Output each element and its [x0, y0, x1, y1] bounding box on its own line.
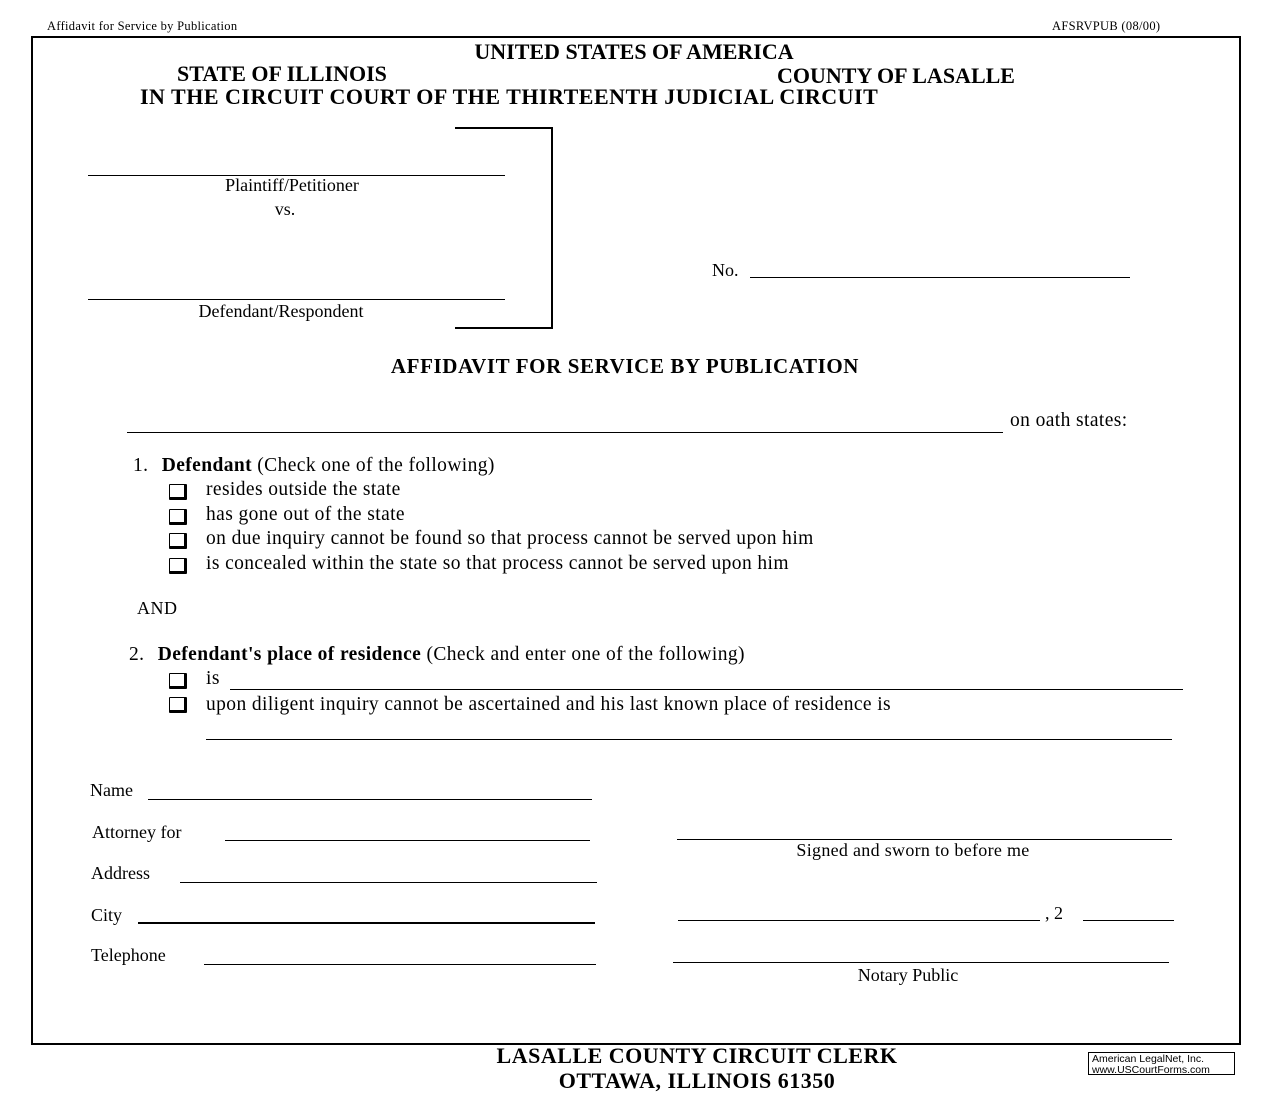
- form-code: AFSRVPUB (08/00): [1052, 19, 1161, 33]
- name-field[interactable]: [148, 799, 592, 800]
- state-heading: STATE OF ILLINOIS: [177, 61, 387, 86]
- option-label: has gone out of the state: [206, 504, 405, 525]
- checkbox-residence-is[interactable]: [169, 673, 187, 689]
- section1-instruction: (Check one of the following): [257, 455, 495, 476]
- address-field[interactable]: [180, 882, 597, 883]
- checkbox-resides-outside[interactable]: [169, 484, 187, 500]
- bracket-top: [455, 127, 552, 129]
- form-title-small: Affidavit for Service by Publication: [47, 19, 238, 33]
- option-label: is concealed within the state so that process cannot be served upon him: [206, 553, 789, 574]
- date-field[interactable]: [678, 920, 1040, 921]
- checkbox-gone-out[interactable]: [169, 509, 187, 525]
- publisher-logo: [1088, 1052, 1235, 1075]
- residence-field[interactable]: [230, 689, 1183, 690]
- attorney-for-label: Attorney for: [92, 822, 182, 842]
- court-heading: IN THE CIRCUIT COURT OF THE THIRTEENTH JUDICIAL CIRCUIT: [140, 84, 879, 109]
- checkbox-cannot-be-found[interactable]: [169, 533, 187, 549]
- checkbox-residence-unknown[interactable]: [169, 697, 187, 713]
- county-heading: COUNTY OF LASALLE: [777, 63, 1015, 88]
- clerk-address: OTTAWA, ILLINOIS 61350: [558, 1068, 836, 1093]
- section1-number: 1.: [133, 455, 149, 476]
- case-no-label: No.: [712, 260, 739, 280]
- last-known-residence-field[interactable]: [206, 739, 1172, 740]
- bracket-side: [551, 127, 553, 329]
- year-prefix: , 2: [1045, 903, 1063, 923]
- document-title: AFFIDAVIT FOR SERVICE BY PUBLICATION: [390, 354, 860, 378]
- name-label: Name: [90, 780, 133, 800]
- logo-line2: www.USCourtForms.com: [1092, 1064, 1210, 1076]
- section1-title: Defendant: [161, 455, 252, 476]
- notary-signature-line[interactable]: [673, 962, 1169, 963]
- section2-title: Defendant's place of residence: [157, 644, 422, 665]
- oath-suffix: on oath states:: [1010, 410, 1128, 431]
- city-field[interactable]: [138, 922, 595, 924]
- option-label: on due inquiry cannot be found so that process cannot be served upon him: [206, 528, 814, 549]
- section2-number: 2.: [129, 644, 145, 665]
- defendant-label: Defendant/Respondent: [198, 301, 364, 321]
- defendant-line[interactable]: [88, 299, 505, 300]
- bracket-bottom: [455, 327, 552, 329]
- option-label: is: [206, 668, 220, 689]
- affiant-name-field[interactable]: [127, 432, 1003, 433]
- option-label: resides outside the state: [206, 479, 401, 500]
- logo-line1: American LegalNet, Inc.: [1092, 1053, 1205, 1065]
- address-label: Address: [91, 863, 150, 883]
- year-field[interactable]: [1083, 920, 1174, 921]
- telephone-field[interactable]: [204, 964, 596, 965]
- clerk-name: LASALLE COUNTY CIRCUIT CLERK: [496, 1043, 898, 1068]
- notary-label: Notary Public: [857, 965, 959, 985]
- country-heading: UNITED STATES OF AMERICA: [474, 39, 794, 64]
- checkbox-concealed[interactable]: [169, 558, 187, 574]
- telephone-label: Telephone: [91, 945, 166, 965]
- section2-instruction: (Check and enter one of the following): [426, 644, 745, 665]
- city-label: City: [91, 905, 123, 925]
- section2-heading: [129, 644, 745, 666]
- case-no-field[interactable]: [750, 277, 1130, 278]
- option-label: upon diligent inquiry cannot be ascertained and his last known place of residence is: [206, 694, 892, 715]
- and-label: AND: [137, 598, 178, 618]
- vs-label: vs.: [274, 199, 296, 219]
- sworn-label: Signed and sworn to before me: [796, 840, 1030, 860]
- plaintiff-label: Plaintiff/Petitioner: [225, 175, 359, 195]
- attorney-for-field[interactable]: [225, 840, 590, 841]
- section1-heading: [133, 455, 495, 477]
